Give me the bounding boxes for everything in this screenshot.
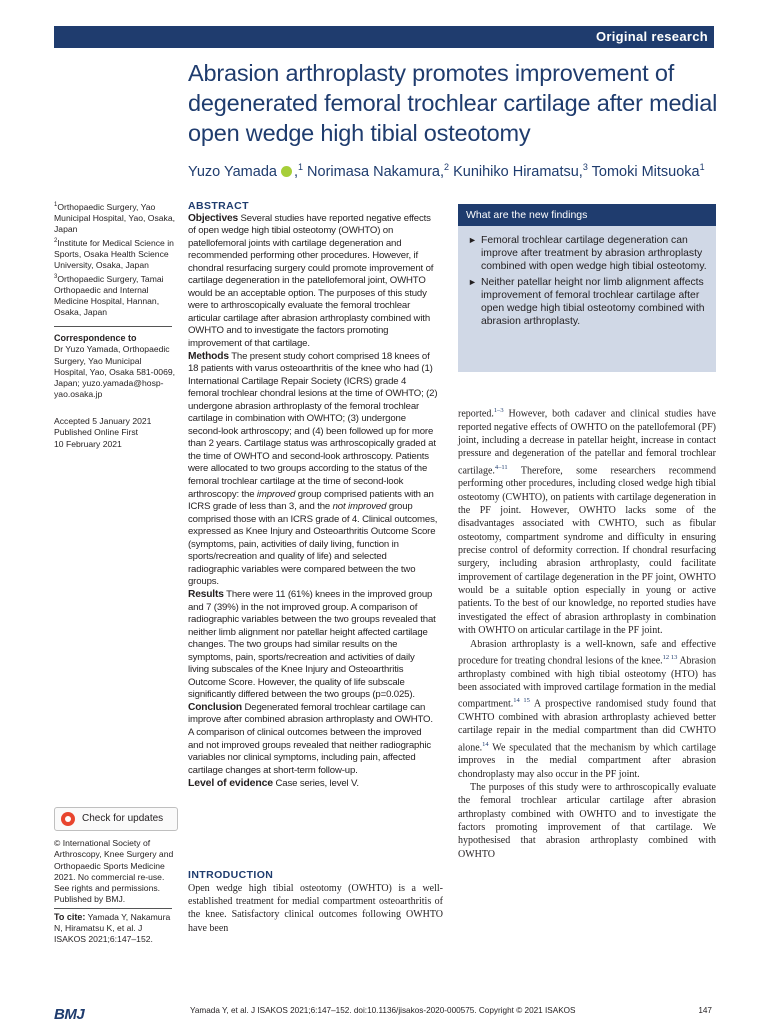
abstract-results: Results There were 11 (61%) knees in the improved group and 7 (39%) in the not improved group. A comparison of radiographic variables between the two groups revealed that neither limb alignment nor patellar height affected cartilage changes. The two groups had similar results on the symptoms, pain, sports/recreation and activities of daily living subscales of the Knee Injury and Osteoarthritis Outcome Score. However, the quality of life subscale significantly differed between the two groups (p=0.025). bbox=[188, 588, 436, 701]
author-affiliation-sup: 1 bbox=[297, 162, 303, 172]
author[interactable]: Yuzo Yamada bbox=[188, 163, 277, 180]
divider bbox=[54, 908, 172, 909]
check-updates-label: Check for updates bbox=[82, 813, 164, 824]
triangle-bullet-icon: ► bbox=[468, 235, 477, 245]
reference-link[interactable]: 12 13 bbox=[662, 653, 678, 661]
body-text bbox=[458, 404, 716, 861]
section-banner bbox=[54, 26, 714, 48]
author-list: Yuzo Yamada ,$^1$ Norimasa Nakamura,$^2$ Kunihiko Hiramatsu,$^3$ Tomoki Mitsuoka$^1$ bbox=[188, 162, 705, 180]
cite-block bbox=[54, 912, 174, 946]
footer-citation: Yamada Y, et al. J ISAKOS 2021;6:147–152. doi:10.1136/jisakos-2020-000575. Copyright © 2021 ISAKOS bbox=[190, 1006, 576, 1015]
new-findings-heading: What are the new findings bbox=[466, 209, 588, 221]
new-findings-box bbox=[458, 204, 716, 372]
reference-link[interactable]: 1–3 bbox=[493, 407, 504, 414]
published-date: 10 February 2021 bbox=[54, 438, 122, 449]
author-affiliation-sup: 1 bbox=[699, 162, 705, 172]
copyright-notice: © International Society of Arthroscopy, Knee Surgery and Orthopaedic Sports Medicine 2021. No commercial re-use. See rights and permissions. Published by BMJ. bbox=[54, 838, 174, 905]
article-title: Abrasion arthroplasty promotes improvement of degenerated femoral trochlear cartilage after medial open wedge high tibial osteotomy bbox=[188, 60, 718, 146]
crossmark-icon bbox=[61, 812, 75, 826]
author[interactable]: Kunihiko Hiramatsu, bbox=[453, 163, 583, 180]
affiliation: Orthopaedic Surgery, Tamai Orthopaedic and Internal Medicine Hospital, Hannan, Osaka, Japan bbox=[54, 273, 164, 318]
author-affiliation-sup: 3 bbox=[582, 162, 588, 172]
affiliation: Institute for Medical Science in Sports, Osaka Health Science University, Osaka, Japan bbox=[54, 237, 174, 271]
abstract-level: Level of evidence Case series, level V. bbox=[188, 777, 359, 790]
triangle-bullet-icon: ► bbox=[468, 276, 477, 287]
orcid-icon[interactable] bbox=[281, 166, 292, 177]
accepted-date: Accepted 5 January 2021 bbox=[54, 416, 152, 426]
paragraph: Abrasion arthroplasty is a well-known, safe and effective procedure for treating chondral lesions of the knee.$^{12 13}$ Abrasion arthroplasty combined with high tibial osteotomy (HTO) has been associated with improved cartilage formation in the medial compartment.$^{14 15}$ A prospective randomised study found that CWHTO combined with abrasion arthroplasty achieved better cartilage repair in the medial compartment than did CWHTO alone.$^{14}$ We speculated that the mechanism by which cartilage improves in the medial compartment after abrasion chondroplasty may also occur in the PF joint. bbox=[458, 638, 717, 780]
author[interactable]: Tomoki Mitsuoka bbox=[591, 163, 700, 180]
abstract-objectives: Objectives Several studies have reported negative effects of open wedge high tibial osteotomy (OWHTO) on patellofemoral joints with cartilage degeneration and recommended performing other procedures. However, if chondral resurfacing surgery could promote improvement of cartilage degeneration in the patellofemoral joint, OWHTO would be an acceptable option. The purposes of this study were to arthroscopically evaluate the femoral trochlear articular cartilage after abrasion arthroplasty combined with OWHTO and to investigate the factors promoting improvement of that cartilage. bbox=[188, 212, 434, 350]
article-dates bbox=[54, 416, 176, 450]
abstract bbox=[188, 200, 438, 791]
affiliation: Orthopaedic Surgery, Yao Municipal Hospital, Yao, Osaka, Japan bbox=[54, 201, 176, 235]
author[interactable]: Norimasa Nakamura, bbox=[307, 163, 445, 180]
paragraph: The purposes of this study were to arthroscopically evaluate the femoral trochlear articular cartilage after abrasion arthroplasty combined with OWHTO and to investigate the factors promoting improvement of that cartilage. We hypothesised that abrasion arthroplasty combined with OWHTO bbox=[458, 781, 716, 860]
reference-link[interactable]: 14 bbox=[482, 740, 489, 748]
page-number: 147 bbox=[698, 1006, 712, 1015]
section-label: Original research bbox=[595, 29, 708, 44]
new-findings-list bbox=[468, 234, 708, 330]
reference-link[interactable]: 4–11 bbox=[494, 463, 508, 471]
cite-label: To cite: bbox=[54, 912, 86, 922]
author-affiliation-sup: 2 bbox=[444, 162, 450, 172]
introduction-heading: INTRODUCTION bbox=[188, 869, 274, 881]
paragraph: reported.$^{1-3}$ However, both cadaver and clinical studies have reported negative effects of OWHTO on the patellofemoral (PF) joint, including a decrease in patellar height, increase in contact pressure and degeneration of the patellar and femoral trochlear cartilage.$^{4-11}$ Therefore, some researchers recommend performing other procedures, including closed wedge high tibial osteotomy (CWHTO), on patients with cartilage degeneration in the PF joint. However, OWHTO lacks some of the disadvantages associated with CWHTO, such as fibular osteotomy, compartment syndrome and difficulty in ensuring precise control of deformity correction. If chondral resurfacing surgery, including abrasion arthroplasty, could facilitate improvement of cartilage degeneration in the PF joint, OWHTO would be a suitable option especially in young or active patients. To the best of our knowledge, no reported studies have investigated the effect of abrasion arthroplasty in combination with OWHTO on articular cartilage in the PF joint. bbox=[458, 407, 716, 637]
introduction-text: Open wedge high tibial osteotomy (OWHTO) is a well-established treatment for medial compartment osteoarthritis of the knee. Satisfactory clinical outcomes following OWHTO have been bbox=[188, 883, 443, 934]
abstract-heading: ABSTRACT bbox=[188, 200, 249, 212]
published-label: Published Online First bbox=[54, 427, 139, 438]
affiliations: $^1$Orthopaedic Surgery, Yao Municipal Hospital, Yao, Osaka, Japan $^2$Institute for Medical Science in Sports, Osaka Health Science University, Osaka, Japan $^3$Orthopaedic Surgery, Tamai Orthopaedic and Internal Medicine Hospital, Hannan, Osaka, Japan bbox=[54, 201, 176, 318]
reference-link[interactable]: 14 15 bbox=[513, 697, 530, 705]
bmj-logo: BMJ bbox=[54, 1006, 85, 1023]
correspondence-heading: Correspondence to bbox=[54, 333, 137, 343]
cite-text: Yamada Y, Nakamura N, Hiramatsu K, et al. J ISAKOS 2021;6:147–152. bbox=[54, 912, 171, 945]
correspondence bbox=[54, 333, 176, 401]
list-item: ► Femoral trochlear cartilage degeneration can improve after treatment by abrasion arthroplasty combined with open wedge high tibial osteotomy. bbox=[468, 235, 707, 273]
new-findings-header bbox=[458, 204, 716, 226]
list-item: ► Neither patellar height nor limb alignment affects improvement of femoral trochlear cartilage after open wedge high tibial osteotomy combined with abrasion arthroplasty. bbox=[468, 276, 705, 328]
divider bbox=[54, 326, 172, 327]
correspondence-text: Dr Yuzo Yamada, Orthopaedic Surgery, Yao Municipal Hospital, Yao, Osaka 581-0069, Japan; yuzo.yamada@hosp-yao.osaka.jp bbox=[54, 344, 176, 400]
check-for-updates-button[interactable] bbox=[54, 807, 178, 831]
abstract-conclusion: Conclusion Degenerated femoral trochlear cartilage can improve after combined abrasion arthroplasty and OWHTO. A comparison of clinical outcomes between the improved and not improved groups revealed that neither radiographic variables nor clinical symptoms, including pain, affected cartilage changes at short-term follow-up. bbox=[188, 701, 433, 776]
abstract-methods: Methods The present study cohort comprised 18 knees of 18 patients with varus osteoarthritis of the knee who had (1) International Cartilage Repair Society (ICRS) grade 4 femoral trochlear chondral lesions at the time of OWHTO; (2) undergone abrasion arthroplasty of the femoral trochlear cartilage in combination with OWHTO; (3) undergone second-look arthroscopy; and (4) been followed up for more than 2 years. Cartilage status was arthroscopically graded at the time of OWHTO and second-look arthroscopy. Patients were allocated to two groups according to the status of the femoral trochlear cartilage at the time of second-look arthroscopy: the improved group comprised patients with an ICRS grade of less than 3, and the not improved group comprised those with an ICRS grade of 4. Clinical outcomes, expressed as Knee Injury and Osteoarthritis Outcome Score (symptoms, pain, activities of daily living, function in sports/recreation and quality of life) and selected radiographic variables were compared between the two groups. bbox=[188, 350, 438, 588]
